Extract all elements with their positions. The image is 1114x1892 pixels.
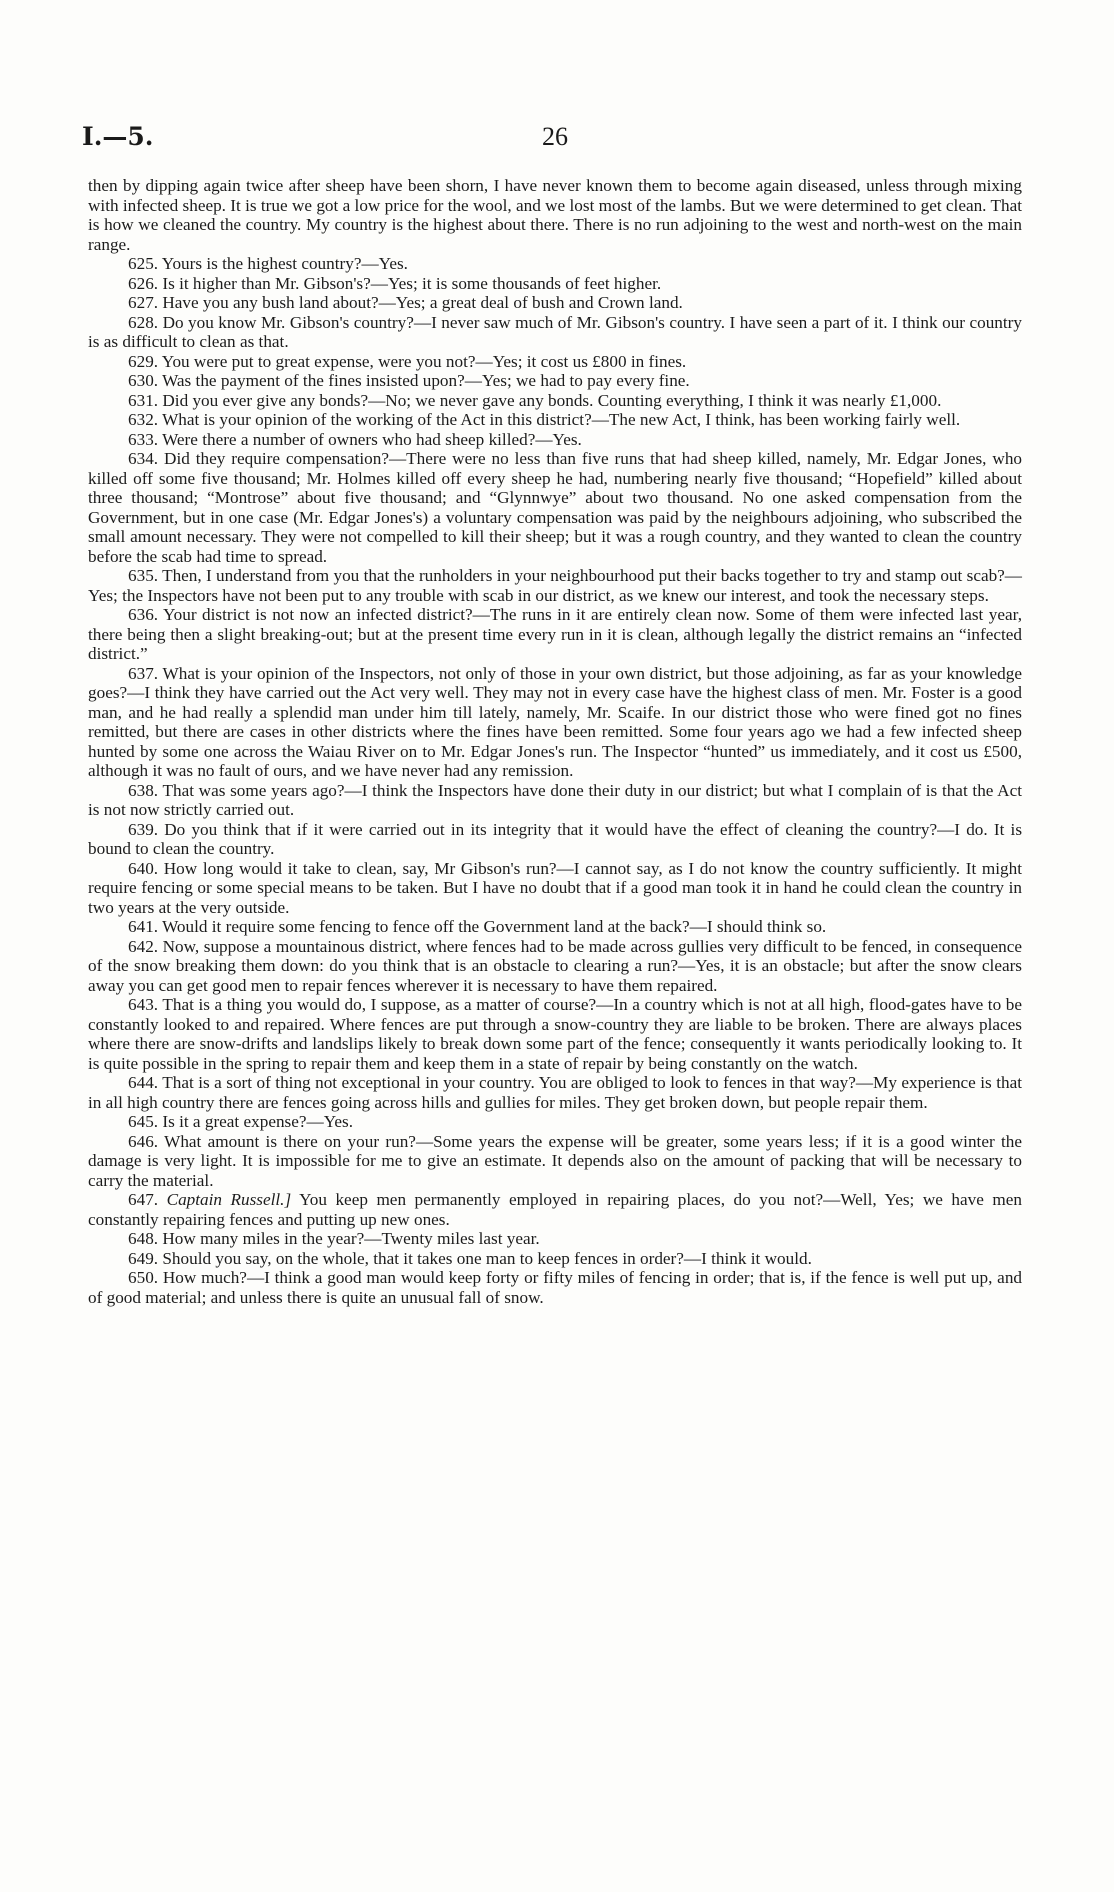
question-number: 638. bbox=[128, 780, 159, 800]
question-number: 642. bbox=[128, 936, 159, 956]
question-635 bbox=[88, 566, 1022, 605]
answer-text: —I think a good man would keep forty or fifty miles of fencing in order; that is, if the fence is well put up, and of good material; and unless there is quite an unusual fall of snow. bbox=[88, 1268, 1023, 1307]
answer-text: —Yes; a great deal of bush and Crown land. bbox=[378, 293, 683, 312]
question-text: What amount is there on your run? bbox=[164, 1131, 416, 1151]
question-number: 631. bbox=[128, 390, 159, 410]
question-text: You keep men permanently employed in repairing places, do you not? bbox=[299, 1190, 824, 1209]
question-638 bbox=[88, 781, 1022, 820]
answer-text: —Yes; it is some thousands of feet higher. bbox=[370, 273, 662, 293]
document-reference: I.—5. bbox=[82, 122, 154, 151]
answer-text: —Yes; we had to pay every fine. bbox=[464, 371, 690, 390]
question-640 bbox=[88, 859, 1022, 918]
question-text: Do you think that if it were carried out in its integrity that it would have the effect of cleaning the country? bbox=[164, 819, 938, 839]
question-text: Your district is not now an infected district? bbox=[162, 605, 473, 624]
answer-text: —Yes. bbox=[535, 429, 582, 449]
question-number: 648. bbox=[128, 1229, 159, 1248]
question-642 bbox=[88, 937, 1022, 996]
answer-text: —Well, Yes; we have men constantly repairing fences and putting up new ones. bbox=[88, 1190, 1022, 1229]
answer-text: —The runs in it are entirely clean now. Some of them were infected last year, there being then a slight breaking-out; but at the present time every run in it is clean, although legally the district remains an “infected district.” bbox=[88, 605, 1022, 663]
question-639 bbox=[88, 820, 1022, 859]
question-632 bbox=[88, 410, 1022, 430]
answer-text: —Yes. bbox=[361, 254, 408, 273]
question-number: 641. bbox=[128, 917, 159, 936]
question-text: Have you any bush land about? bbox=[162, 293, 379, 312]
question-number: 636. bbox=[128, 605, 159, 624]
question-631 bbox=[88, 391, 1022, 411]
question-number: 639. bbox=[128, 819, 159, 839]
question-648 bbox=[88, 1229, 1022, 1249]
question-number: 629. bbox=[128, 351, 159, 371]
answer-text: —I think it would. bbox=[683, 1248, 812, 1268]
question-649 bbox=[88, 1249, 1022, 1269]
question-number: 635. bbox=[128, 566, 159, 585]
question-number: 650. bbox=[128, 1268, 159, 1287]
question-number: 625. bbox=[128, 254, 159, 273]
speaker-name: Captain Russell.] bbox=[166, 1190, 292, 1209]
answer-text: —My experience is that in all high country there are fences going across hills and gullies for miles. They get broken down, but people repair them. bbox=[88, 1073, 1022, 1112]
question-number: 649. bbox=[128, 1248, 159, 1268]
question-641 bbox=[88, 917, 1022, 937]
page-header bbox=[82, 122, 1042, 152]
question-644 bbox=[88, 1073, 1022, 1112]
question-number: 627. bbox=[128, 293, 159, 312]
question-630 bbox=[88, 371, 1022, 391]
answer-text: —The new Act, I think, has been working fairly well. bbox=[591, 410, 961, 429]
question-text: Now, suppose a mountainous district, where fences had to be made across gullies very difficult to be fenced, in consequence of the snow breaking them down: do you think that is an obstacle to clearing a run? bbox=[88, 936, 1022, 975]
answer-text: —There were no less than five runs that had sheep killed, namely, Mr. Edgar Jones, who killed off some five thousand; Mr. Holmes killed off every sheep he had, numbering nearly five thousand; “Hopefield” killed about three thousand; “Montrose” about five thousand; and “Glynnwye” about two thousand. No one asked compensation from the Government, but in one case (Mr. Edgar Jones's) a voluntary compensation was paid by the neighbours adjoining, who subscribed the small amount necessary. They were not compelled to kill their sheep; but it was a rough country, and they wanted to clean the country before the scab had time to spread. bbox=[88, 449, 1023, 566]
question-text: Would it require some fencing to fence off the Government land at the back? bbox=[162, 917, 690, 936]
question-text: Is it higher than Mr. Gibson's? bbox=[162, 273, 371, 293]
question-number: 628. bbox=[128, 312, 159, 332]
question-627 bbox=[88, 293, 1022, 313]
question-text: What is your opinion of the Inspectors, not only of those in your own district, but those adjoining, as far as your knowledge goes? bbox=[88, 663, 1022, 702]
question-text: Were there a number of owners who had sheep killed? bbox=[162, 429, 536, 449]
question-text: Should you say, on the whole, that it takes one man to keep fences in order? bbox=[162, 1248, 684, 1268]
question-number: 637. bbox=[128, 663, 159, 683]
answer-text: —I never saw much of Mr. Gibson's country. I have seen a part of it. I think our country is as difficult to clean as that. bbox=[88, 312, 1022, 351]
answer-text: —I think the Inspectors have done their duty in our district; but what I complain of is that the Act is not now strictly carried out. bbox=[88, 780, 1022, 819]
question-number: 634. bbox=[128, 449, 159, 468]
answer-text: —I do. It is bound to clean the country. bbox=[88, 819, 1023, 858]
question-number: 633. bbox=[128, 429, 159, 449]
question-text: How much? bbox=[162, 1268, 247, 1287]
answer-text: —I should think so. bbox=[689, 917, 827, 936]
question-633 bbox=[88, 430, 1022, 450]
question-number: 643. bbox=[128, 995, 159, 1014]
question-626 bbox=[88, 274, 1022, 294]
question-645 bbox=[88, 1112, 1022, 1132]
evidence-text bbox=[88, 176, 1022, 1307]
question-number: 644. bbox=[128, 1073, 159, 1092]
question-637 bbox=[88, 664, 1022, 781]
question-625 bbox=[88, 254, 1022, 274]
question-text: That was some years ago? bbox=[162, 780, 345, 800]
question-text: Did you ever give any bonds? bbox=[162, 390, 369, 410]
answer-text: —No; we never gave any bonds. Counting everything, I think it was nearly £1,000. bbox=[368, 390, 942, 410]
answer-text: —I cannot say, as I do not know the country sufficiently. It might require fencing or some special means to be taken. But I have no doubt that if a good man took it in hand he could clean the country in two years at the very outside. bbox=[88, 858, 1023, 917]
question-text: You were put to great expense, were you not? bbox=[161, 351, 476, 371]
question-628 bbox=[88, 313, 1022, 352]
answer-text: —Some years the expense will be greater, some years less; if it is a good winter the damage is very light. It is impossible for me to give an estimate. It depends also on the amount of packing that will be necessary to carry the material. bbox=[88, 1131, 1023, 1190]
question-number: 630. bbox=[128, 371, 159, 390]
question-646 bbox=[88, 1132, 1022, 1191]
question-text: Did they require compensation? bbox=[164, 449, 389, 468]
question-number: 647. bbox=[128, 1190, 159, 1209]
question-636 bbox=[88, 605, 1022, 664]
question-634 bbox=[88, 449, 1022, 566]
answer-text: —In a country which is not at all high, flood-gates have to be constantly looked to and repaired. Where fences are put through a snow-country they are liable to be broken. There are always places where there are snow-drifts and landslips likely to break down some part of the fence; consequently it wants periodically looking to. It is quite possible in the spring to repair them and keep them in a state of repair by being constantly on the watch. bbox=[88, 995, 1022, 1073]
question-text: How many miles in the year? bbox=[162, 1229, 365, 1248]
question-text: How long would it take to clean, say, Mr Gibson's run? bbox=[163, 858, 557, 878]
question-text: Do you know Mr. Gibson's country? bbox=[162, 312, 414, 332]
question-number: 626. bbox=[128, 273, 159, 293]
question-text: Is it a great expense? bbox=[162, 1112, 307, 1131]
answer-text: —Yes, it is an obstacle; but after the snow clears away you can get good men to repair fences wherever it is necessary to have them repaired. bbox=[88, 956, 1022, 995]
question-650 bbox=[88, 1268, 1022, 1307]
answer-text: —Yes; it cost us £800 in fines. bbox=[475, 351, 687, 371]
answer-text: then by dipping again twice after sheep have been shorn, I have never known them to become again diseased, unless through mixing with infected sheep. It is true we got a low price for the wool, and we lost most of the lambs. But we were determined to get clean. That is how we cleaned the country. My country is the highest about there. There is no run adjoining to the west and north-west on the main range. bbox=[88, 176, 1022, 254]
question-text: Yours is the highest country? bbox=[161, 254, 362, 273]
paragraph-continuation bbox=[88, 176, 1022, 254]
question-643 bbox=[88, 995, 1022, 1073]
question-647 bbox=[88, 1190, 1022, 1229]
question-number: 646. bbox=[128, 1131, 159, 1151]
question-text: What is your opinion of the working of the Act in this district? bbox=[162, 410, 592, 429]
question-text: That is a thing you would do, I suppose, as a matter of course? bbox=[162, 995, 597, 1014]
answer-text: —Yes; the Inspectors have not been put to any trouble with scab in our district, as we knew our interest, and took the necessary steps. bbox=[88, 566, 1022, 605]
question-number: 640. bbox=[128, 858, 159, 878]
answer-text: —I think they have carried out the Act very well. They may not in every case have the highest class of men. Mr. Foster is a good man, and he had really a splendid man under him till lately, namely, Mr. Scaife. In our district those who were fined got no fines remitted, but there are cases in other districts where the fines have been remitted. Some four years ago we had a few infected sheep hunted by some one across the Waiau River on to Mr. Edgar Jones's run. The Inspector “hunted” us immediately, and it cost us £500, although it was no fault of ours, and we have never had any remission. bbox=[88, 683, 1022, 780]
answer-text: —Twenty miles last year. bbox=[364, 1229, 540, 1248]
question-629 bbox=[88, 352, 1022, 372]
question-text: That is a sort of thing not exceptional in your country. You are obliged to look to fences in that way? bbox=[162, 1073, 856, 1092]
question-text: Then, I understand from you that the runholders in your neighbourhood put their backs together to try and stamp out scab? bbox=[162, 566, 1005, 585]
question-number: 645. bbox=[128, 1112, 159, 1131]
question-text: Was the payment of the fines insisted upon? bbox=[162, 371, 465, 390]
page-number: 26 bbox=[542, 122, 568, 151]
answer-text: —Yes. bbox=[306, 1112, 353, 1131]
question-number: 632. bbox=[128, 410, 159, 429]
